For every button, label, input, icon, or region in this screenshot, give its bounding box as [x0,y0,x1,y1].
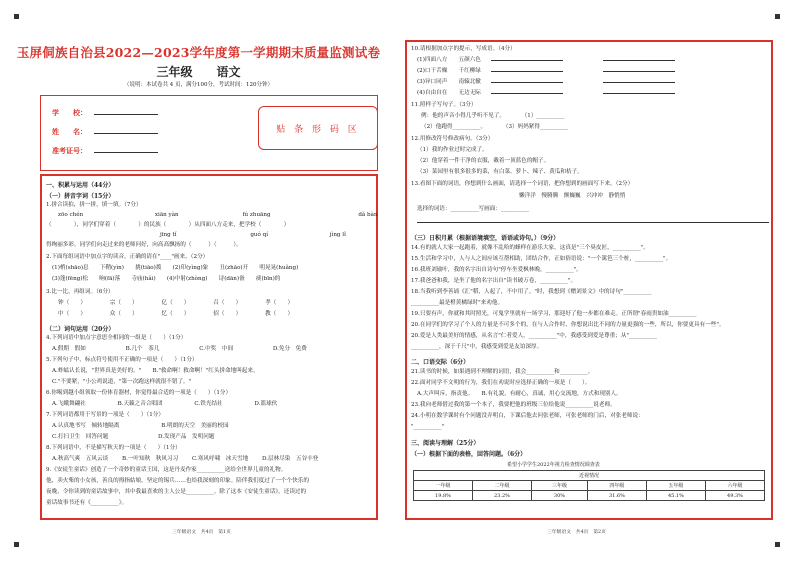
q15: 15.生活和学习中，人与人之间应该互帮相助，团结合作，正如俗语说："一个篱笆三个桩，__________"。 [411,256,672,262]
right-footer: 三年级语文 共4页 第2页 [547,530,606,535]
sub-2-heading: （二）词句运用（20分） [46,326,115,333]
q19: 19.只要有声，你就和其时照光，可鬼学里就有一场学习，那迎好了他一步都在难走。正所谓"春雨贵如油__________ [411,311,697,317]
table-col: 一年级 [414,481,473,491]
q5-option-a: A.蚱蜢认长说，"世界真是美好的。" B."救命啊！救命啊！"红头拼命地叫起来。 [52,368,259,374]
sub-3-heading: （三）日积月累（根据语境填空，语语或诗句。）（9分） [411,235,560,242]
field-name-input[interactable] [94,133,158,134]
q8: 8.下列词语中，不是描写秋天的一项是（ ）（1分） [46,445,181,451]
sub-1-heading: （一）拼音字词（15分） [46,193,115,200]
table-col: 六年级 [705,481,764,491]
q18-2: __________最是橙黄橘绿时"来劝他。 [411,300,504,306]
q22-options: A.大声叫斥，指责他。 B.有礼貌，有耐心，真诚，用心交流地，方式和现别人。 [417,391,622,397]
q12-item-2: （2）他穿着一件干净的衣服，戴着一顶蓝色的帽子。 [417,158,550,164]
q2-line-2: (3)蓬(fēng)松 晌(fā)落 寺庙(hǎi) (4)中射(zhòng) 诗(dān)备 痰(bīn)的 [52,276,281,282]
q16: 16.我班刘瑜叶，我的名字出自诗句"停车坐爱枫林晚，__________"。 [411,267,582,273]
q4: 4.下列词语中加点字意思全相同的一组是（ ）（1分） [46,335,187,341]
q4-options: A.假期 假如 B.几个 茶几 C.中奖 中间 D.免分 免费 [52,346,307,352]
left-footer: 三年级语文 共4页 第1页 [172,530,231,535]
q3-row-1: 钟（ ） 宗（ ） 亿（ ） 召（ ） 孝（ ） [58,300,294,306]
q24-2: "__________" [411,424,445,430]
q24: 24.小明在数学课时有个问题没弄明白，下课后他去问张老师，可张老师的门后，对张老师说： [411,413,644,419]
table-header: 近视情况 [414,471,765,481]
section-2-heading: 二、口语交际（6分） [411,359,470,366]
field-id-label: 准考证号： [52,146,87,155]
q12: 12.用修改符号修改病句。（3分） [411,136,494,142]
q12-item-1: （1）我的作业过时完成了。 [417,147,488,153]
field-school-label: 学 校： [52,108,87,117]
q10-item-4: (4)自由自在 无边无际 [417,90,675,97]
q11-2: （2）他跑得__________。 （3）妈妈紧得__________ [421,124,568,130]
exam-note: （说明：本试卷共 4 页，满分100分，考试时间：120分钟） [124,82,273,88]
q13: 13.看图下面的词语，你想到什么画面，请选择一个词语，把你想到的画面写下来。（2分） [411,181,634,187]
table-cell: 31.6% [587,491,646,501]
table-cell: 30% [532,491,588,501]
q7: 7.下列词语都用于写景的一项是（ ）（1分） [46,412,164,418]
grade-subject: 三年级 语文 [156,65,241,79]
q8-options: A.秋高气爽 五风云谈 B.一叶知秋 秋风习习 C.寒风呼啸 冰天雪地 D.层林尽染 五谷丰登 [52,456,319,462]
table-col: 五年级 [646,481,705,491]
table-col: 三年级 [532,481,588,491]
table-cell: 19.8% [414,491,473,501]
q12-item-3: （3）菜园里有很多很多的菜，有白菜、萝卜、辣子、黄瓜和桔子。 [417,169,583,175]
q11: 11.照样子写句子。（3分） [411,102,477,108]
answer-line[interactable] [417,222,769,223]
table-cell: 23.2% [473,491,532,501]
q14: 14.有的就人大家一起跑着，就像不乱哈的蜂样在游乐大家，这真是"三个臭皮匠，__________"。 [411,245,649,251]
q10-item-3: (3)异口同声 南辕北辙 [417,79,675,86]
q10: 10.请根据加点字的提示，写成语。（4分） [411,46,516,52]
q10-item-1: (1)四面八方 五颜六色 [417,57,675,64]
barcode-area: 贴 条 形 码 区 [258,106,378,150]
field-name-label: 姓 名： [52,127,87,136]
q20-2: __________，深于千尺"中，我感受到爱是友谊深厚。 [411,344,543,350]
q1: 1.拼合读拍，拼一拼，填一填。（7分） [46,202,142,208]
corner-marker [14,542,19,547]
q10-item-2: (2)口干舌燥 千红柳绿 [417,68,675,75]
q2-line-1: (1)梢(shāo)息 下鞘(yìn) 挑(tiāo)拨 (2)印(yìng)象 丑(zhāo)开 明晃晃(huǎng) [52,265,299,271]
q9-line-4: 童话故事书还有《__________》。 [46,500,128,506]
q2: 2.下面每组词语中加点字的读音，正确的请在"____"画来。（2分） [46,254,209,260]
q9-line-2: 他，卖火柴的小女孩，善良的拇指姑娘，坚定的锡兵……也给我深刻的印象。陪伴我们度过了一个个快乐的 [46,478,309,484]
table-col: 四年级 [587,481,646,491]
q1-pinyin-2: jīng tǐ guó qí jìng lǐ [160,232,346,238]
q21: 21.读书的时候，如果遇到不理解的词语，我会__________和__________。 [411,369,594,375]
q19-2: 20.在同学们的学习了个人的力量是不可多个的，在与人合作时，你想说出比不同的力量更强的一些，所以，你要更具有一些"。 [411,322,725,328]
q9-line-3: 夜晚，令你读到的童话故事中，其中我最喜欢的主人公是__________。除了这本《安徒生童话》，还读过的 [46,489,307,495]
corner-marker [14,14,19,19]
q5: 5.下列句子中，标点符号使用不正确的一项是（ ）（1分） [46,357,198,363]
table-caption: 希望小学学生2022年视力检查情况调查表 [507,462,600,468]
q13-words: 懒洋洋 慢腾腾 颤巍巍 兴冲冲 静悄悄 [519,193,626,199]
q1-pinyin-1: zōo chén xiān yàn fú zhuāng dǎ bàn [58,212,378,218]
q5-option-c: C."不要紧，"小公鸡说道，"第一次跑这样就很不错了。" [52,379,192,385]
q1-line-1: （ ），同学们穿着（ ）的民族（ ）从四面八方走来，把学校（ ） [46,222,290,228]
q7-options-1: A.认真地书写 倾转地隔离 B.明朗的天空 美丽的校园 [52,423,229,429]
vision-table [413,470,765,501]
field-id-input[interactable] [94,152,158,153]
q3-row-2: 中（ ） 众（ ） 忆（ ） 招（ ） 教（ ） [58,311,294,317]
q6-options: A.飞蛾舞翩社 B.天籁之音合唱团 C.铁光结社 D.篮球伙 [52,401,278,407]
q1-line-2: 得绚丽多彩。同学们向走过来的老师问好，向高高飘扬的（ ）（ ）。 [46,242,242,248]
section-1-heading: 一、积累与运用（44分） [46,182,115,189]
exam-title: 玉屏侗族自治县2022—2023学年度第一学期期末质量监测试卷 [16,45,381,60]
section-3-heading: 三、阅读与理解（25分） [411,440,480,447]
q20: 20.爱是人类最美好的情感，从名言"仁者爱人，__________"中，我感受到爱是尊重；从"__________ [411,333,657,339]
right-page [397,0,794,561]
table-cell: 49.3% [705,491,764,501]
q9: 9.《安徒生童话》创造了一个奇妙的童话王国，这是丹麦作家__________送给全世界儿童的礼物。 [46,467,287,473]
table-cell: 45.1% [646,491,705,501]
q6: 6.你喝到越小组领取一份体育器材，你觉得最合适的一项是（ ）（1分） [46,390,232,396]
q13-choose: 选择的词语：__________写画面：__________ [417,206,529,212]
q7-options-2: C.打扫卫生 回答问题 D.发现产品 发明问题 [52,434,215,440]
q3: 3.比一比，再组词。（6分） [46,289,114,295]
q11-example: 例：他的声音小得几乎听不见了。 （1）__________ [421,113,565,119]
sub-4-heading: （一）根据下面的表格，回答问题。（6分） [411,451,527,458]
q18: 18.当我听到李善诵《汇"稻，人起了，不中用了。"时，我想到《赠刘景文》中的诗句"__________ [411,289,652,295]
field-school-input[interactable] [94,114,158,115]
corner-marker [775,14,780,19]
q22: 22.面对同学不文明的行为，我们在劝说时应选择正确的一项是（ ）。 [411,380,591,386]
table-col: 二年级 [473,481,532,491]
q17: 17.我爸爸和我，是坐了他的名字出自"读书破万卷，__________"。 [411,278,577,284]
q23: 23.我向老师借过我的第一个本子，我要把他的班级三位给他说__________说老师。 [411,402,616,408]
corner-marker [775,542,780,547]
